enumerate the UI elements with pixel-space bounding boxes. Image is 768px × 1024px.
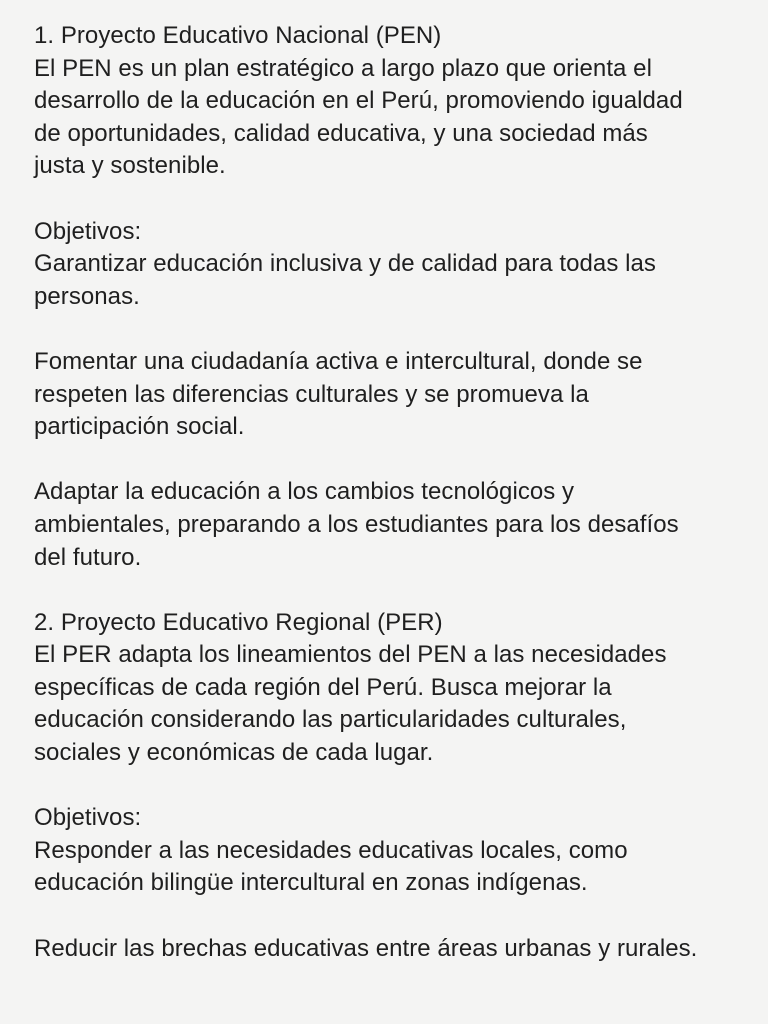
intro-line: específicas de cada región del Perú. Busca mejorar la <box>34 673 612 701</box>
section-heading-pen: 1. Proyecto Educativo Nacional (PEN) <box>34 22 442 49</box>
objective-item <box>34 248 734 313</box>
section-heading-per: 2. Proyecto Educativo Regional (PER) <box>34 608 443 636</box>
objective-line: educación bilingüe intercultural en zonas indígenas. <box>34 869 588 897</box>
objective-line: Adaptar la educación a los cambios tecnológicos y <box>34 478 575 506</box>
section-intro-pen <box>34 53 734 183</box>
objective-line: Reducir las brechas educativas entre áreas urbanas y rurales. <box>34 934 698 962</box>
objective-item <box>34 933 734 966</box>
section-pen <box>34 20 734 574</box>
section-intro-per <box>34 639 734 769</box>
objective-line: personas. <box>34 282 140 310</box>
intro-line: El PER adapta los lineamientos del PEN a las necesidades <box>34 641 667 669</box>
objectives-label-per: Objetivos: <box>34 804 142 832</box>
objective-line: ambientales, preparando a los estudiantes para los desafíos <box>34 510 679 538</box>
section-per <box>34 607 734 966</box>
objective-item <box>34 476 734 574</box>
objectives-label-pen: Objetivos: <box>34 217 142 245</box>
intro-line: educación considerando las particularidades culturales, <box>34 706 627 734</box>
intro-line: desarrollo de la educación en el Perú, promoviendo igualdad <box>34 87 683 115</box>
objective-line: del futuro. <box>34 543 142 571</box>
objective-line: Garantizar educación inclusiva y de calidad para todas las <box>34 250 656 278</box>
intro-line: El PEN es un plan estratégico a largo plazo que orienta el <box>34 54 652 82</box>
objective-line: respeten las diferencias culturales y se promueva la <box>34 380 589 408</box>
objective-line: Fomentar una ciudadanía activa e intercultural, donde se <box>34 347 643 375</box>
objective-item <box>34 346 734 444</box>
intro-line: sociales y económicas de cada lugar. <box>34 739 434 767</box>
objective-line: Responder a las necesidades educativas locales, como <box>34 836 628 864</box>
objective-item <box>34 835 734 900</box>
objective-line: participación social. <box>34 413 245 441</box>
intro-line: de oportunidades, calidad educativa, y una sociedad más <box>34 119 648 147</box>
intro-line: justa y sostenible. <box>34 152 226 180</box>
